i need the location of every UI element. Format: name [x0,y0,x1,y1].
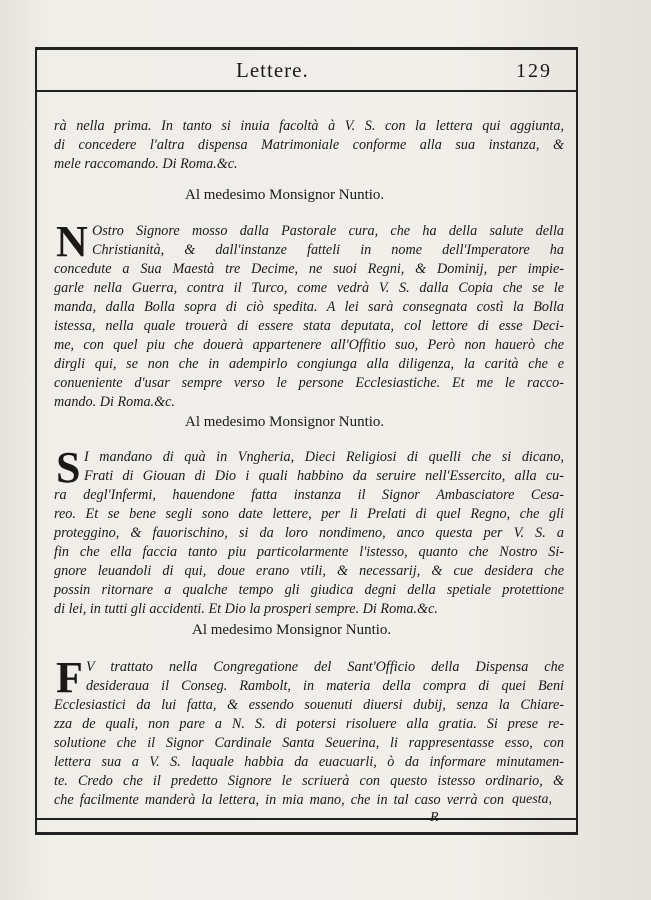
page-number: 129 [516,60,552,82]
header-rule [37,90,576,92]
text-line: possin ritornare a qualche tempo gli giudica degni della spetiale protettione [54,582,564,598]
text-line: me, con quel piu che douerà appartenere all'Offitio suo, Però non hauerò che [54,337,564,353]
text-line: solutione che il Signor Cardinale Santa Seuerina, li rappresentasse esso, con [54,735,564,751]
text-line: istessa, nella quale trouerà di essere stata deputata, col lettore di esse Deci- [54,318,564,334]
text-line: Christianità, & dall'instanze fatteli in nome dell'Imperatore ha [92,242,564,258]
text-line: zza de quali, non pare a N. S. di potersi risoluere alla gratia. Si prese re- [54,716,564,732]
text-line: V trattato nella Congregatione del Sant'Officio della Dispensa che [86,659,564,675]
text-line: reo. Et se bene segli sono date lettere, per li Prelati di quel Regno, che gli [54,506,564,522]
text-line: manda, dalla Bolla sopra di ciò spedita. A lei sarà consegnata costì la Bolla [54,299,564,315]
text-line: di lei, in tutti gli accidenti. Et Dio la prosperi sempre. Di Roma.&c. [54,601,438,617]
text-line: Ecclesiastici da lui fatta, & essendo souenuti diuersi dubij, senza la Chiare- [54,697,564,713]
drop-cap: S [56,443,81,492]
letter-heading: Al medesimo Monsignor Nuntio. [185,187,385,203]
text-line: mando. Di Roma.&c. [54,394,175,410]
text-line: che facilmente manderà la lettera, in mia mano, che in tal caso verrà con [54,792,504,808]
text-line: rà nella prima. In tanto si inuia facoltà à V. S. con la lettera qui aggiunta, [54,118,564,134]
text-line: Frati di Giouan di Dio i quali habbino da seruire nell'Essercito, alla cu- [84,468,564,484]
drop-cap: F [56,653,83,702]
text-line: dirgli qui, se non che in adempirlo congiunga alla diligenza, la carità che e [54,356,564,372]
text-line: conueniente d'usar sempre verso le persone Ecclesiastiche. Et me le racco- [54,375,564,391]
letter-heading: Al medesimo Monsignor Nuntio. [192,622,392,638]
text-line: concedute a Sua Maestà tre Decime, ne suoi Regni, & Dominij, per impie- [54,261,564,277]
text-line: di concedere l'altra dispensa Matrimoniale conforme alla sua instanza, & [54,137,564,153]
text-line: ra degl'Infermi, hauendone fatta instanza il Signor Ambasciatore Cesa- [54,487,564,503]
running-title: Lettere. [236,58,309,82]
signature-mark: R [430,810,439,825]
letter-heading: Al medesimo Monsignor Nuntio. [185,414,385,430]
text-line: garle nella Guerra, contra il Turco, come vedrà V. S. dalla Copia che se le [54,280,564,296]
footer-rule [37,818,576,820]
text-line: fin che ella faccia tanto piu particolarmente l'istesso, quanto che Nostro Si- [54,544,564,560]
text-line: Ostro Signore mosso dalla Pastorale cura, che ha della salute della [92,223,564,239]
catchword: questa, [512,792,553,807]
text-line: proteggino, & fauorischino, si da loro nondimeno, anco questa per V. S. a [54,525,564,541]
text-line: desideraua il Conseg. Rambolt, in materia della compra di quei Beni [86,678,564,694]
drop-cap: N [56,217,88,266]
text-line: gnore leuandoli di qui, doue erano vtili, & necessarij, & cue desidera che [54,563,564,579]
text-line: I mandano di quà in Vngheria, Dieci Religiosi di quelli che si dicano, [84,449,564,465]
text-line: lettera sua a V. S. laquale habbia da euacuarli, ò da informare minutamen- [54,754,564,770]
text-line: te. Credo che il predetto Signore le scriuerà con questo istesso ordinario, & [54,773,564,789]
text-line: mele raccomando. Di Roma.&c. [54,156,238,172]
